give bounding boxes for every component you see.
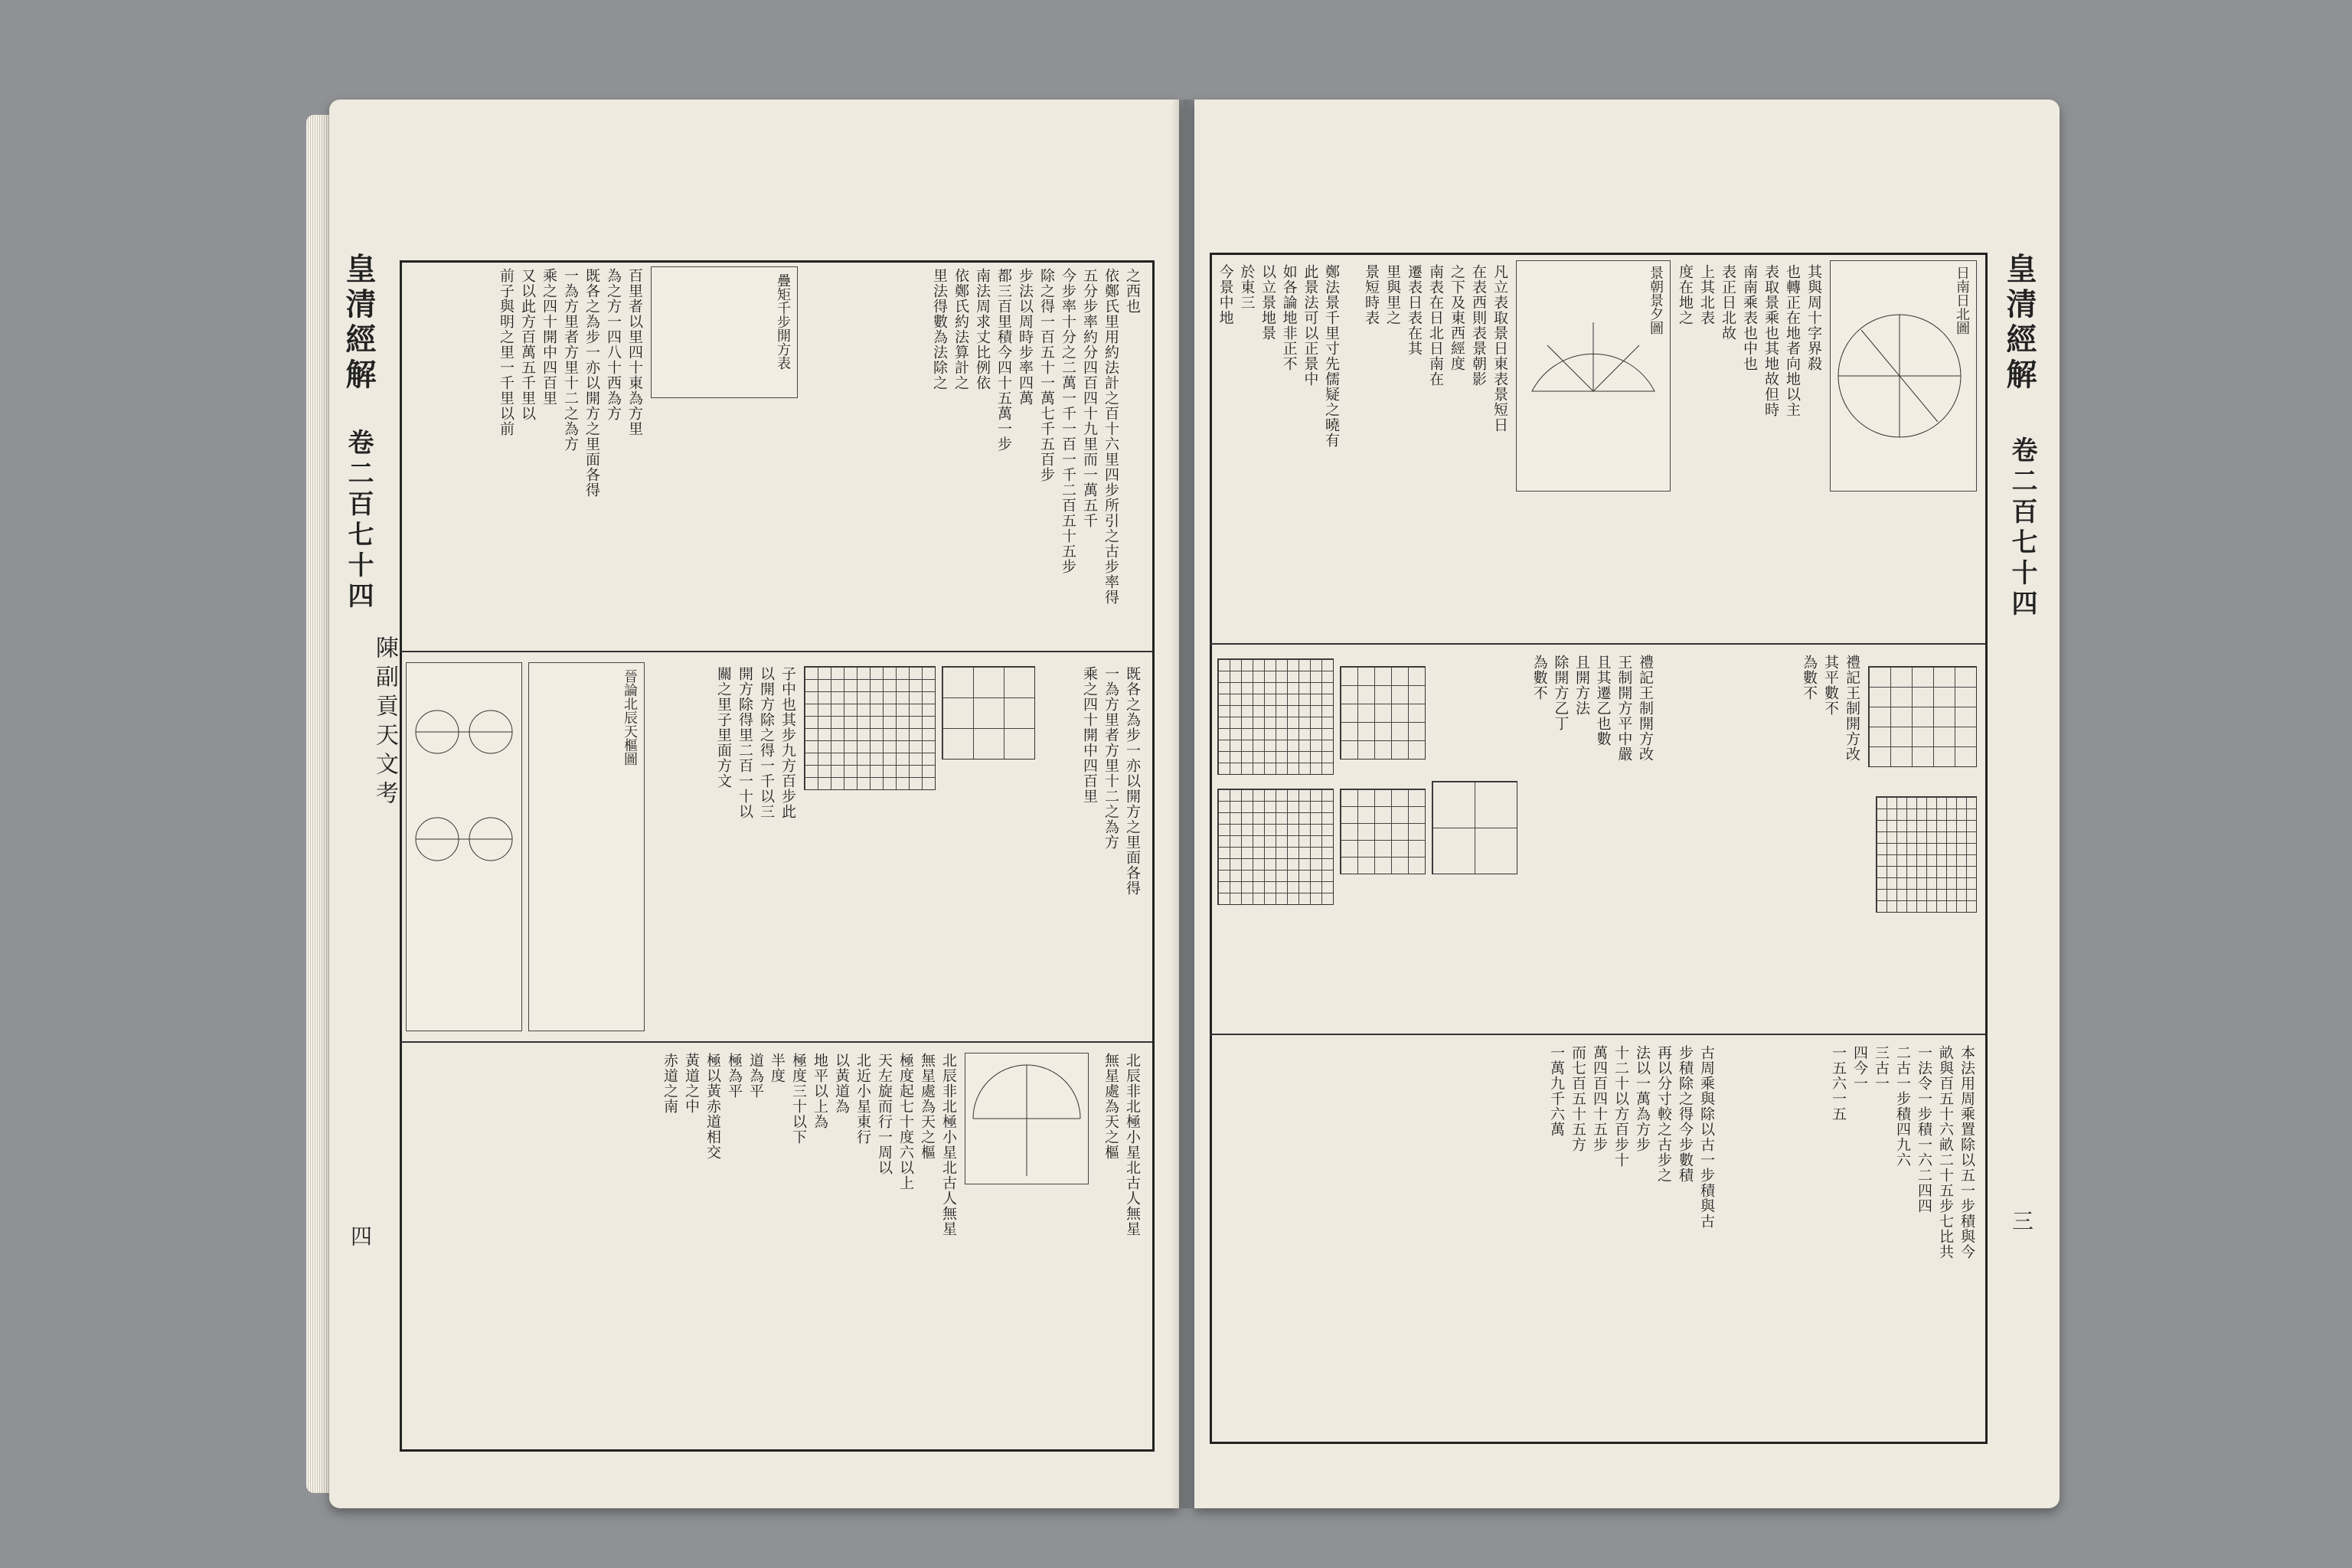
- text-column: 畝與百五十六畝二十五步七比共: [1937, 1045, 1954, 1259]
- left-bottom-text: [406, 1053, 957, 1436]
- text-column: 景短時表: [1363, 264, 1380, 325]
- text-column: 都三百里積今四十五萬一步: [995, 268, 1012, 452]
- text-column: 此景法可以正景中: [1302, 264, 1319, 387]
- right-margin-title: 皇清經解: [2001, 253, 2037, 394]
- text-column: 子中也其步九方百步此: [779, 666, 796, 819]
- text-column: 里與里之: [1384, 264, 1401, 325]
- left-margin-section: 陳副貢天文考: [371, 635, 398, 810]
- left-page: [329, 100, 1179, 1508]
- text-column: 南南乘表也中也: [1741, 264, 1758, 371]
- left-bottom-text-2: [1095, 1053, 1141, 1436]
- text-column: 半度: [769, 1053, 786, 1083]
- text-column: 如各論地非正不: [1280, 264, 1298, 371]
- text-column: 極為平: [726, 1053, 743, 1099]
- left-top-text: [804, 268, 1141, 643]
- left-mid-figure-2: [528, 662, 645, 1031]
- right-mid-text: [1531, 655, 1654, 1022]
- text-column: 除之得一百五十一萬七千五百步: [1038, 268, 1055, 482]
- text-column: 表正日北故: [1720, 264, 1736, 341]
- text-column: 一五六一五: [1830, 1045, 1847, 1122]
- left-square-grid: [804, 666, 936, 790]
- text-column: 里法得數為法除之: [931, 268, 948, 390]
- page-edges-left: [306, 115, 332, 1493]
- right-grid-3: [1340, 666, 1426, 760]
- text-column: 上其北表: [1698, 264, 1715, 325]
- left-mid-figure-label: 晉論北辰天樞圖: [622, 669, 638, 766]
- right-page-number: 三: [2009, 1210, 2034, 1231]
- text-column: 南表在日北日南在: [1427, 264, 1444, 387]
- left-bottom-semicircle-figure: [965, 1053, 1089, 1184]
- right-bottom-text-2: [1217, 1045, 1715, 1428]
- text-column: 為數不: [1531, 655, 1548, 701]
- left-margin-title: 皇清經解: [341, 253, 377, 394]
- text-column: 無星處為天之樞: [919, 1053, 936, 1160]
- text-column: 之下及東西經度: [1449, 264, 1465, 371]
- right-page: [1194, 100, 2060, 1508]
- text-column: 北近小星東行: [854, 1053, 871, 1145]
- text-column: 乘之四十開中四百里: [1081, 666, 1098, 804]
- right-top-text-c: [1217, 264, 1340, 632]
- text-column: 禮記王制開方改: [1844, 655, 1860, 762]
- morning-evening-shadow-figure: [1516, 260, 1671, 492]
- text-column: 關之里子里面方文: [715, 666, 732, 789]
- text-column: 既各之為步一亦以開方之里面各得: [583, 268, 600, 498]
- text-column: 以黃道為: [833, 1053, 850, 1114]
- text-column: 開方除得里二百一十以: [737, 666, 753, 819]
- right-margin-volume: 卷二百七十四: [2007, 436, 2037, 620]
- text-column: 極度三十以下: [790, 1053, 807, 1145]
- text-column: 以開方除之得一千以三: [758, 666, 775, 819]
- left-mid-astronomy-figure: [406, 662, 522, 1031]
- right-divider-1: [1210, 643, 1985, 645]
- text-column: 前子與明之里一千里以前: [498, 268, 514, 436]
- text-column: 於東三: [1238, 264, 1256, 310]
- text-column: 十二十以方百步十: [1612, 1045, 1629, 1168]
- text-column: 為之方一四八十西為方: [605, 268, 622, 421]
- text-column: 其與周十字界殺: [1805, 264, 1822, 371]
- text-column: 北辰非北極小星北古人無星: [940, 1053, 957, 1236]
- left-square-grid-2: [942, 666, 1035, 760]
- text-column: 度在地之: [1677, 264, 1694, 325]
- text-column: 之西也: [1124, 268, 1141, 314]
- right-grid-4: [1340, 789, 1426, 874]
- left-divider-2: [400, 1041, 1152, 1043]
- text-column: 極度起七十度六以上: [897, 1053, 914, 1191]
- text-column: 一為方里者方里十二之為方: [1102, 666, 1119, 850]
- text-column: 一法令一步積一六二四四: [1916, 1045, 1932, 1214]
- text-column: 依鄭氏約法算計之: [952, 268, 969, 390]
- text-column: 乘之四十開中四百里: [541, 268, 557, 406]
- right-grid-6: [1868, 666, 1977, 767]
- right-top-text-b: [1348, 264, 1508, 632]
- left-margin-volume: 卷二百七十四: [343, 429, 374, 612]
- left-top-table-figure: [651, 266, 798, 398]
- text-column: 一萬九千六萬: [1548, 1045, 1565, 1137]
- right-grid-2: [1217, 789, 1334, 905]
- text-column: 遷表日表在其: [1406, 264, 1423, 356]
- text-column: 也轉正在地者向地以主: [1784, 264, 1801, 417]
- text-column: 且開方法: [1573, 655, 1590, 716]
- text-column: 步法以周時步率四萬: [1017, 268, 1034, 406]
- text-column: 以立景地景: [1259, 264, 1276, 341]
- text-column: 表取景乘也其地故但時: [1762, 264, 1779, 417]
- text-column: 禮記王制開方改: [1637, 655, 1654, 762]
- text-column: 古周乘與除以古一步積與古: [1698, 1045, 1715, 1229]
- text-column: 其平數不: [1822, 655, 1839, 716]
- text-column: 今景中地: [1217, 264, 1234, 325]
- text-column: 鄭法景千里寸先儒疑之曉有: [1323, 264, 1340, 448]
- text-column: 無星處為天之樞: [1102, 1053, 1119, 1160]
- text-column: 一為方里者方里十二之為方: [562, 268, 579, 452]
- text-column: 且其遷乙也數: [1594, 655, 1612, 746]
- text-column: 本法用周乘置除以五一步積與今: [1958, 1045, 1975, 1259]
- fig-left-label: 景朝景夕圖: [1648, 266, 1664, 335]
- text-column: 道為平: [747, 1053, 764, 1099]
- text-column: 地平以上為: [812, 1053, 828, 1129]
- text-column: 除開方乙丁: [1552, 655, 1570, 731]
- text-column: 法以一萬為方步: [1634, 1045, 1651, 1152]
- text-column: 北辰非北極小星北古人無星: [1124, 1053, 1141, 1236]
- right-grid-1: [1217, 658, 1334, 775]
- text-column: 三古一: [1873, 1045, 1890, 1091]
- text-column: 依鄭氏里用約法計之百十六里四步所引之古步率得: [1102, 268, 1119, 605]
- left-top-text-2: [406, 268, 643, 643]
- right-mid-text-2: [1746, 655, 1860, 1022]
- text-column: 步積除之得今步數積: [1677, 1045, 1694, 1183]
- fig-right-label: 日南日北圖: [1954, 266, 1970, 335]
- text-column: 黃道之中: [683, 1053, 700, 1114]
- text-column: 為數不: [1801, 655, 1818, 701]
- open-book: [306, 92, 2060, 1524]
- text-column: 既各之為步一亦以開方之里面各得: [1124, 666, 1141, 896]
- text-column: 百里者以里四十東為方里: [626, 268, 643, 436]
- left-top-figure-label: 疊矩千步開方表: [775, 273, 791, 370]
- text-column: 在表西則表景朝影: [1470, 264, 1487, 387]
- right-grid-5: [1432, 781, 1517, 874]
- right-divider-2: [1210, 1034, 1985, 1035]
- text-column: 天左旋而行一周以: [876, 1053, 893, 1175]
- right-grid-7: [1876, 796, 1977, 913]
- text-column: 又以此方百萬五千里以: [519, 268, 536, 421]
- left-mid-text: [651, 666, 796, 1026]
- text-column: 王制開方平中嚴: [1615, 655, 1633, 762]
- right-top-text-a: [1677, 264, 1822, 632]
- text-column: 五分步率約分四百四十九里而一萬五千: [1081, 268, 1098, 528]
- text-column: 而七百五十五方: [1570, 1045, 1586, 1152]
- sun-north-south-figure: [1830, 260, 1977, 492]
- left-page-number: 四: [348, 1225, 373, 1246]
- text-column: 凡立表取景日東表景短日: [1491, 264, 1508, 433]
- right-bottom-text: [1730, 1045, 1975, 1428]
- text-column: 二古一步積四九六: [1894, 1045, 1911, 1168]
- text-column: 萬四百四十五步: [1591, 1045, 1608, 1152]
- text-column: 四今一: [1851, 1045, 1868, 1091]
- text-column: 赤道之南: [662, 1053, 678, 1114]
- left-divider-1: [400, 651, 1152, 652]
- text-column: 再以分寸較之古步之: [1655, 1045, 1672, 1183]
- text-column: 今步率十分之二萬一千一百一千二百五十五步: [1060, 268, 1076, 574]
- orbit-diagram-icon: [407, 663, 521, 1031]
- text-column: 極以黃赤道相交: [704, 1053, 721, 1160]
- left-mid-text-2: [1041, 666, 1141, 1026]
- arc-diagram-icon: [965, 1054, 1088, 1184]
- text-column: 南法周求丈比例依: [974, 268, 991, 390]
